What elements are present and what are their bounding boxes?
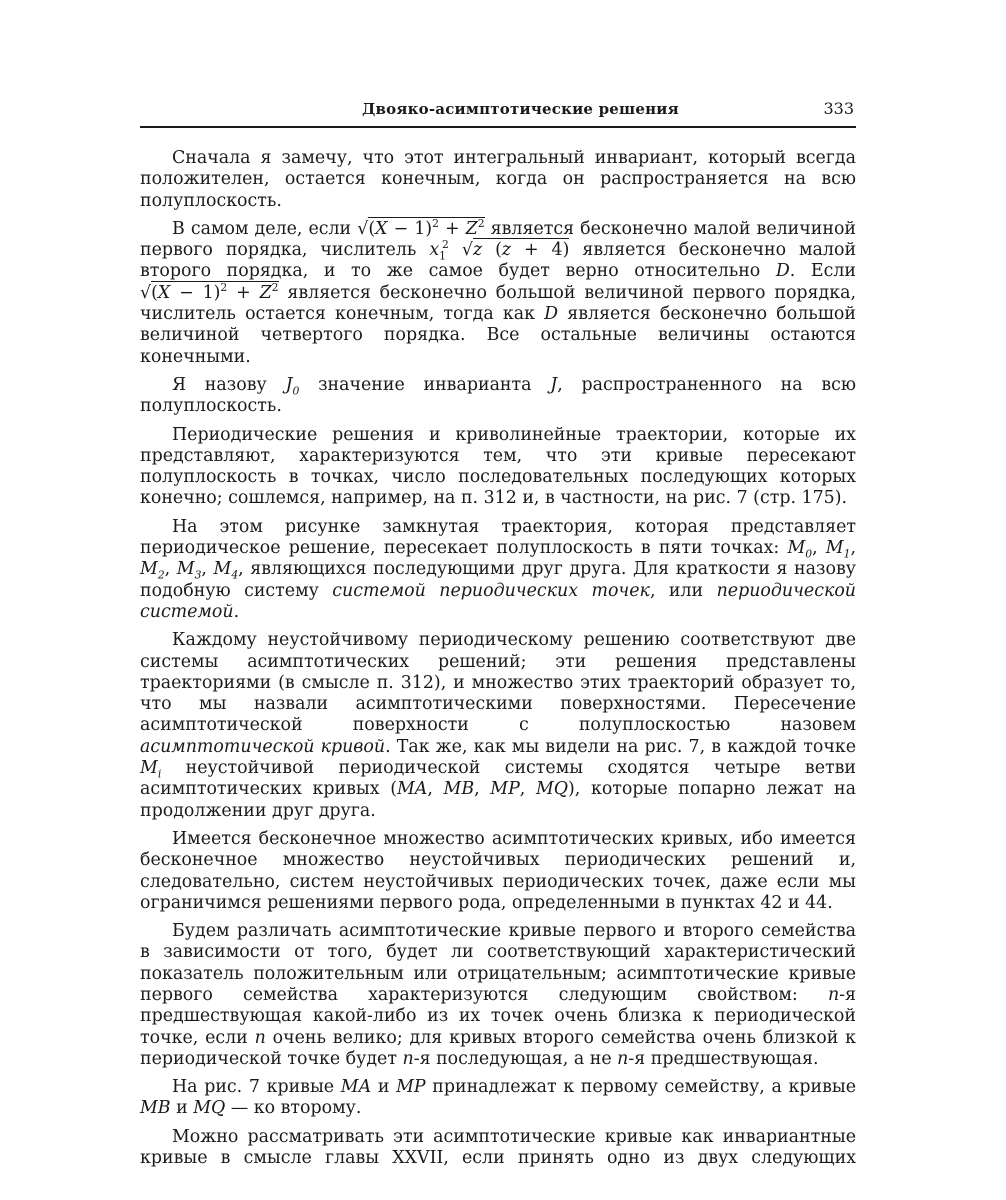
- formula-sqrt-distance: $√(X - 1)^2 + Z^2$: [357, 217, 485, 239]
- running-header: [140, 96, 856, 128]
- paragraph-3: Я назову $J_0$ значение инварианта J, распространенного на всю полуплоскость.: [140, 374, 857, 417]
- running-title: Двояко-асимптотические решения: [362, 100, 679, 118]
- paragraph-7: Имеется бесконечное множество асимптотических кривых, ибо имеется бесконечное множество неустойчивых периодических решений и, следовательно, систем неустойчивых периодических точек, даже если мы ограничимся решениями первого рода, определенными в пунктах 42 и 44.: [140, 828, 856, 913]
- paragraph-2: В самом деле, если $√(X - 1)^2 + Z^2$ является бесконечно малой величиной первого порядка, числитель $x_1^2$ √z (z + 4) является бесконечно малой второго порядка, и то же самое будет верно относительно D. Если $√(X - 1)^2 + Z^2$ является бесконечно большой величиной первого порядка, числитель остается конечным, тогда как D является бесконечно большой величиной четвертого порядка. Все остальные величины остаются конечными.: [140, 217, 857, 367]
- formula-numerator: $x_1^2$ √z (z + 4): [429, 238, 570, 263]
- paragraph-8: Будем различать асимптотические кривые первого и второго семейства в зависимости от того, будет ли соответствующий характеристический показатель положительным или отрицательным; асимптотические кривые первого семейства характеризуются следующим свойством: n-я предшествующая какой-либо из их точек очень близка к периодической точке, если n очень велико; для кривых второго семейства очень близкой к периодической точке будет n-я последующая, а не n-я предшествующая.: [140, 921, 856, 1069]
- paragraph-9: На рис. 7 кривые MA и MP принадлежат к первому семейству, а кривые MB и MQ — ко второму.: [140, 1077, 857, 1119]
- paragraph-6: Каждому неустойчивому периодическому решению соответствуют две системы асимптотических решений; эти решения представлены траекториями (в смысле п. 312), и множество этих траекторий образует то, что мы назвали асимптотическими поверхностями. Пересечение асимптотической поверхности с полуплоскостью назовем асимптотической кривой. Так же, как мы видели на рис. 7, в каждой точке $M_i$ неустойчивой периодической системы сходятся четыре ветви асимптотических кривых (MA, MB, MP, MQ), которые попарно лежат на продолжении друг друга.: [140, 630, 857, 821]
- page-number: 333: [823, 99, 854, 118]
- formula-sqrt-distance-2: $√(X - 1)^2 + Z^2$: [140, 280, 279, 303]
- paragraph-10: Можно рассматривать эти асимптотические кривые как инвариантные кривые в смысле главы XXVII, если принять одно из двух следующих: [140, 1126, 856, 1169]
- paragraph-5: На этом рисунке замкнутая траектория, которая представляет периодическое решение, пересекает полуплоскость в пяти точках: $M_0$, $M_1$, $M_2$, $M_3$, $M_4$, являющихся последующими друг друга. Для краткости я назову подобную систему системой периодических точек, или периодической системой.: [140, 516, 857, 622]
- page-body: [140, 148, 856, 1169]
- paragraph-4: Периодические решения и криволинейные траектории, которые их представляют, характеризуются тем, что эти кривые пересекают полуплоскость в точках, число последовательных последующих которых конечно; сошлемся, например, на п. 312 и, в частности, на рис. 7 (стр. 175).: [140, 424, 856, 509]
- paragraph-1: Сначала я замечу, что этот интегральный инвариант, который всегда положителен, остается конечным, когда он распространяется на всю полуплоскость.: [140, 148, 856, 211]
